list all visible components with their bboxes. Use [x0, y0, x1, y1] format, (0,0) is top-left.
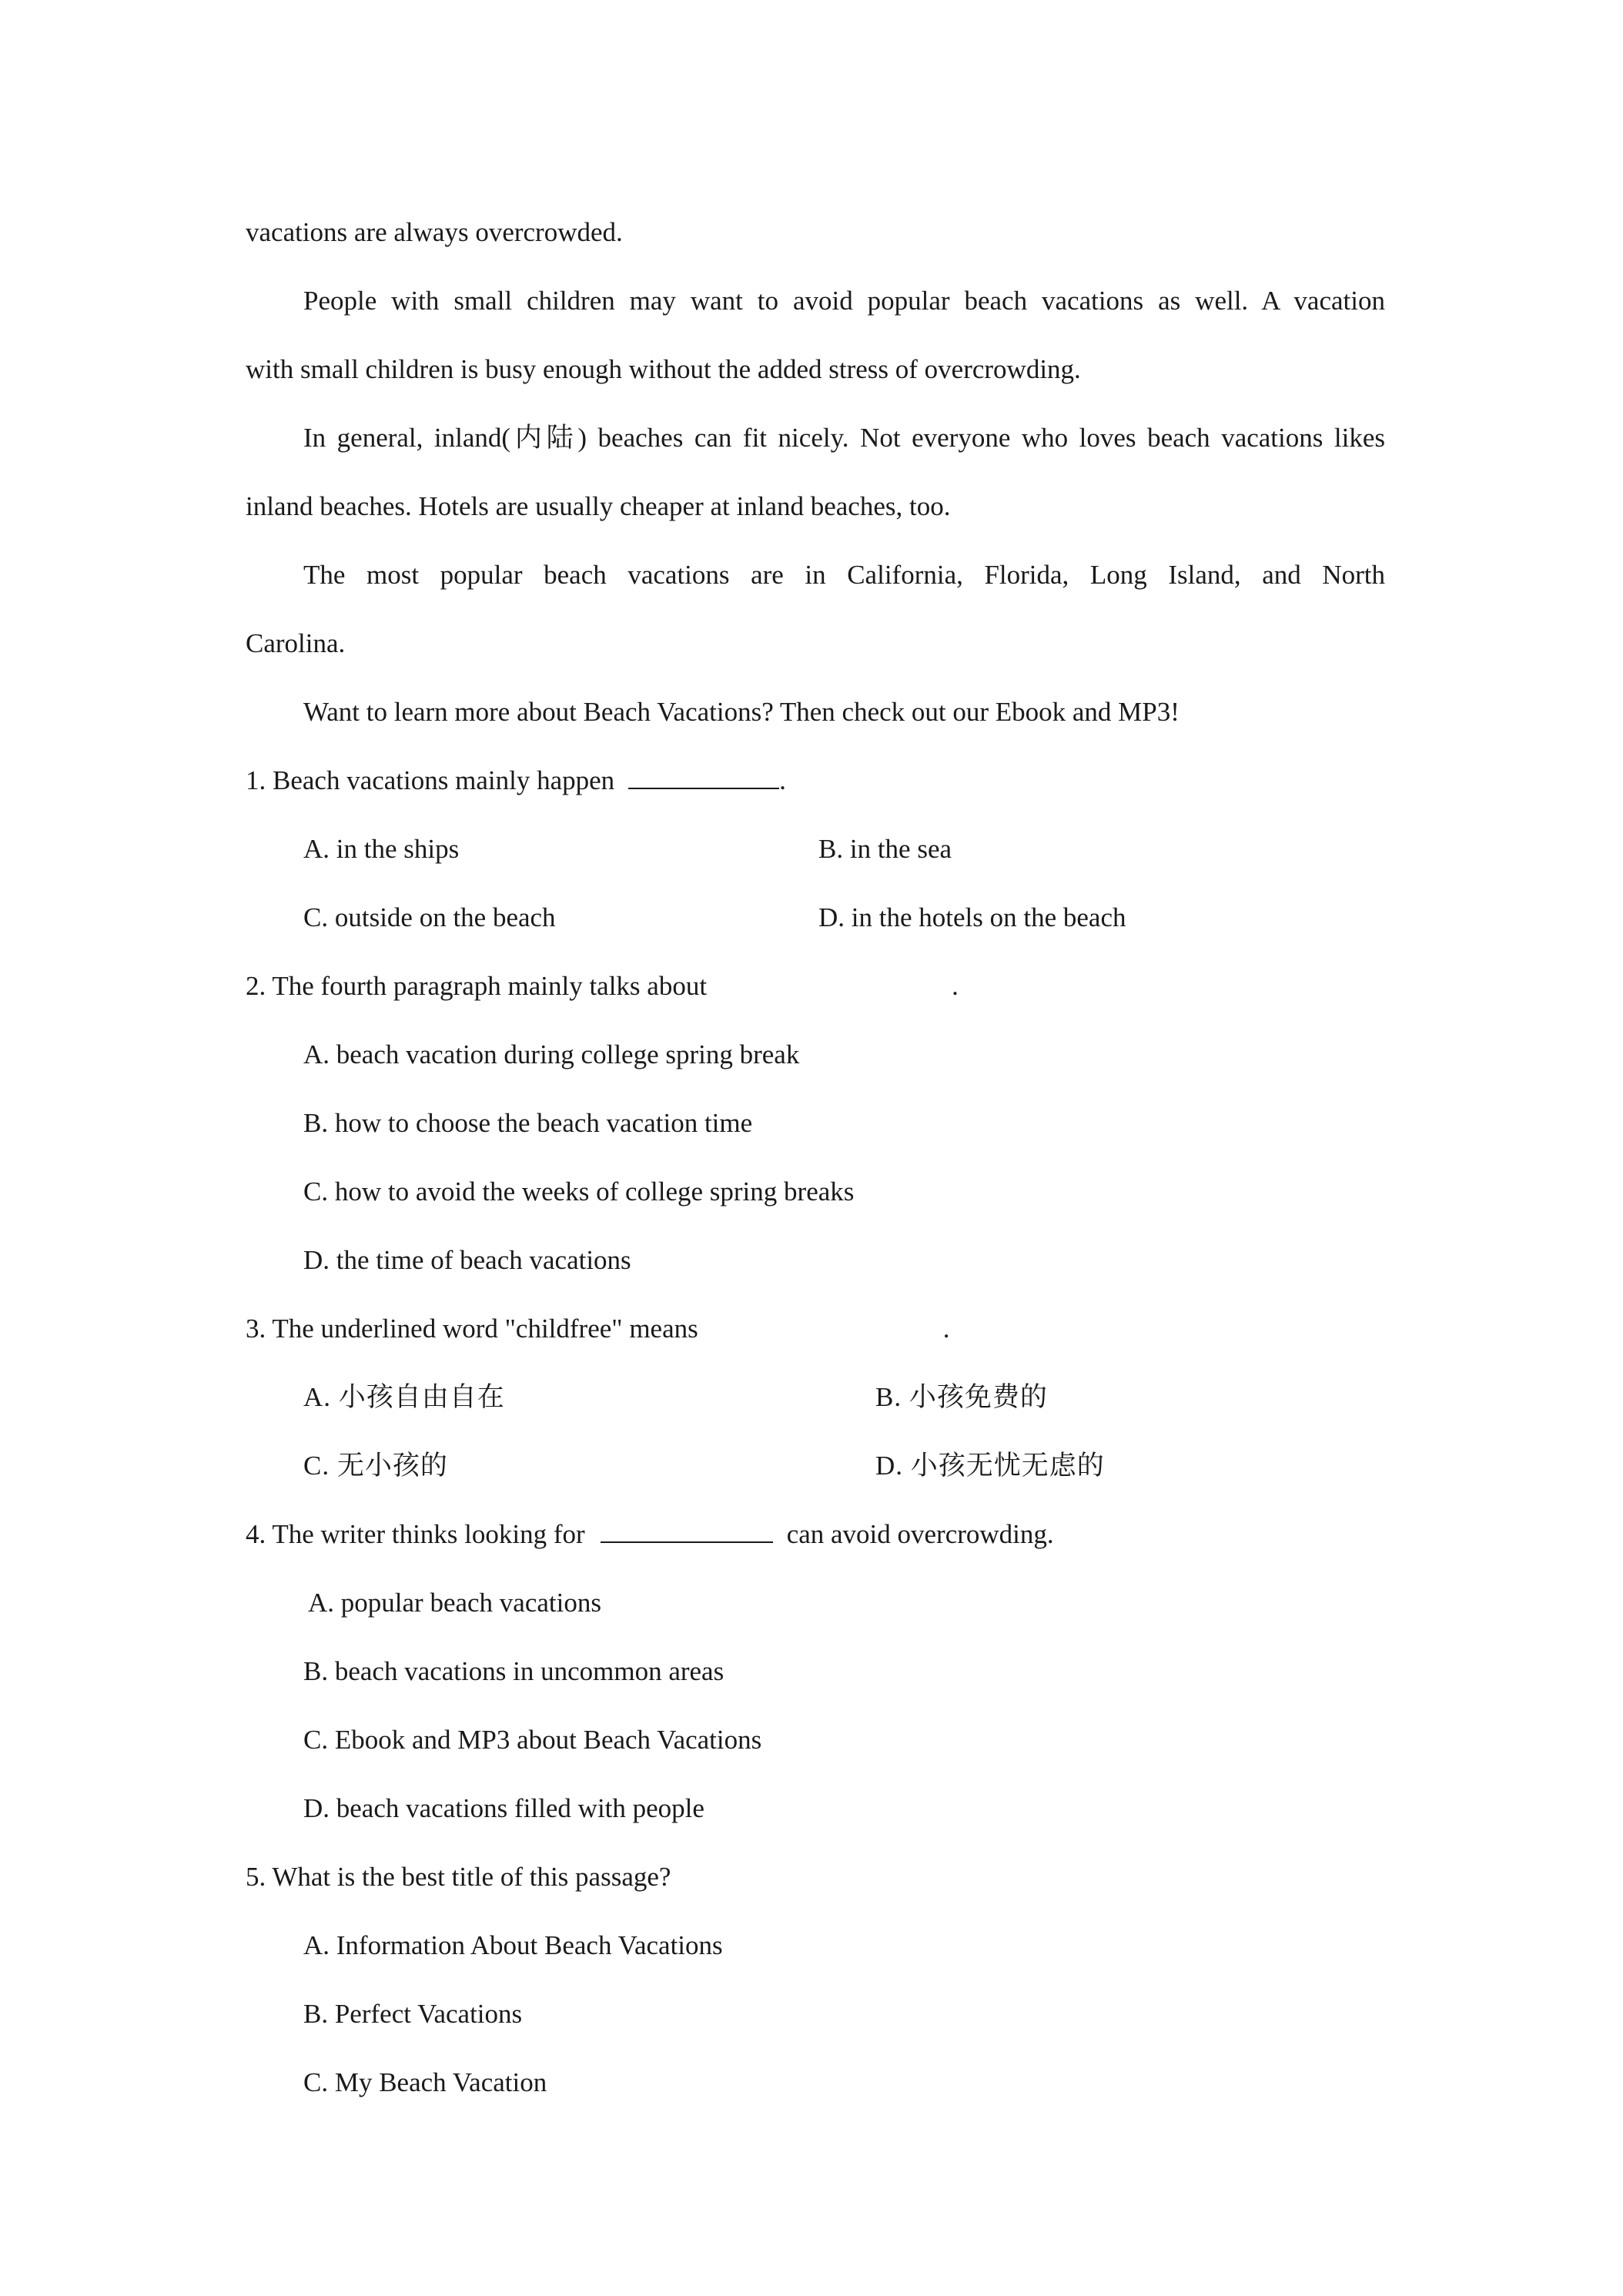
passage-line: Carolina. [246, 628, 346, 658]
question-stem [246, 969, 959, 1003]
option-a: A. Information About Beach Vacations [303, 1930, 723, 1960]
question-end: can avoid overcrowding. [786, 1519, 1054, 1549]
answer-blank [601, 1518, 773, 1543]
option-d: D. 小孩无忧无虑的 [875, 1451, 1105, 1481]
question-stem [246, 1518, 1054, 1551]
passage-line [246, 421, 1385, 455]
question-stem: 5. What is the best title of this passage? [246, 1862, 671, 1892]
option-d: D. the time of beach vacations [303, 1245, 631, 1275]
option-c: C. outside on the beach [303, 902, 556, 932]
passage-line [246, 558, 1385, 592]
question-text: 2. The fourth paragraph mainly talks about [246, 971, 708, 1001]
answer-blank [628, 765, 779, 789]
passage-line: inland beaches. Hotels are usually cheaper at inland beaches, too. [246, 491, 951, 521]
option-a: A. in the ships [303, 834, 460, 864]
passage-text: The most popular beach vacations are in California, Florida, Long Island, and North [303, 560, 1385, 590]
option-c: C. 无小孩的 [303, 1451, 448, 1481]
option-b: B. 小孩免费的 [875, 1382, 1048, 1412]
question-end: . [779, 765, 786, 795]
option-c: C. Ebook and MP3 about Beach Vacations [303, 1725, 762, 1755]
question-text: 1. Beach vacations mainly happen [246, 765, 615, 795]
passage-text: People with small children may want to avoid popular beach vacations as well. A vacation [303, 286, 1385, 316]
option-a: A. beach vacation during college spring break [303, 1039, 800, 1069]
question-end: . [942, 1314, 950, 1344]
passage-line: Want to learn more about Beach Vacations? Then check out our Ebook and MP3! [303, 697, 1180, 727]
option-b: B. beach vacations in uncommon areas [303, 1656, 724, 1686]
option-b: B. in the sea [818, 834, 952, 864]
option-c: C. My Beach Vacation [303, 2067, 547, 2097]
question-end: . [952, 971, 959, 1001]
passage-line: with small children is busy enough without the added stress of overcrowding. [246, 354, 1081, 384]
passage-line: vacations are always overcrowded. [246, 217, 623, 247]
option-b: B. how to choose the beach vacation time [303, 1108, 753, 1138]
passage-text: In general, inland(内陆) beaches can fit nicely. Not everyone who loves beach vacations likes [303, 423, 1385, 453]
option-a: A. popular beach vacations [308, 1588, 601, 1618]
option-d: D. beach vacations filled with people [303, 1793, 704, 1823]
question-text: 4. The writer thinks looking for [246, 1519, 585, 1549]
question-text: 3. The underlined word "childfree" means [246, 1314, 698, 1344]
option-a: A. 小孩自由自在 [303, 1382, 505, 1412]
question-stem [246, 764, 786, 798]
passage-line [246, 284, 1385, 318]
option-b: B. Perfect Vacations [303, 1999, 523, 2029]
question-stem [246, 1312, 950, 1346]
option-d: D. in the hotels on the beach [818, 902, 1126, 932]
option-c: C. how to avoid the weeks of college spring breaks [303, 1176, 855, 1207]
